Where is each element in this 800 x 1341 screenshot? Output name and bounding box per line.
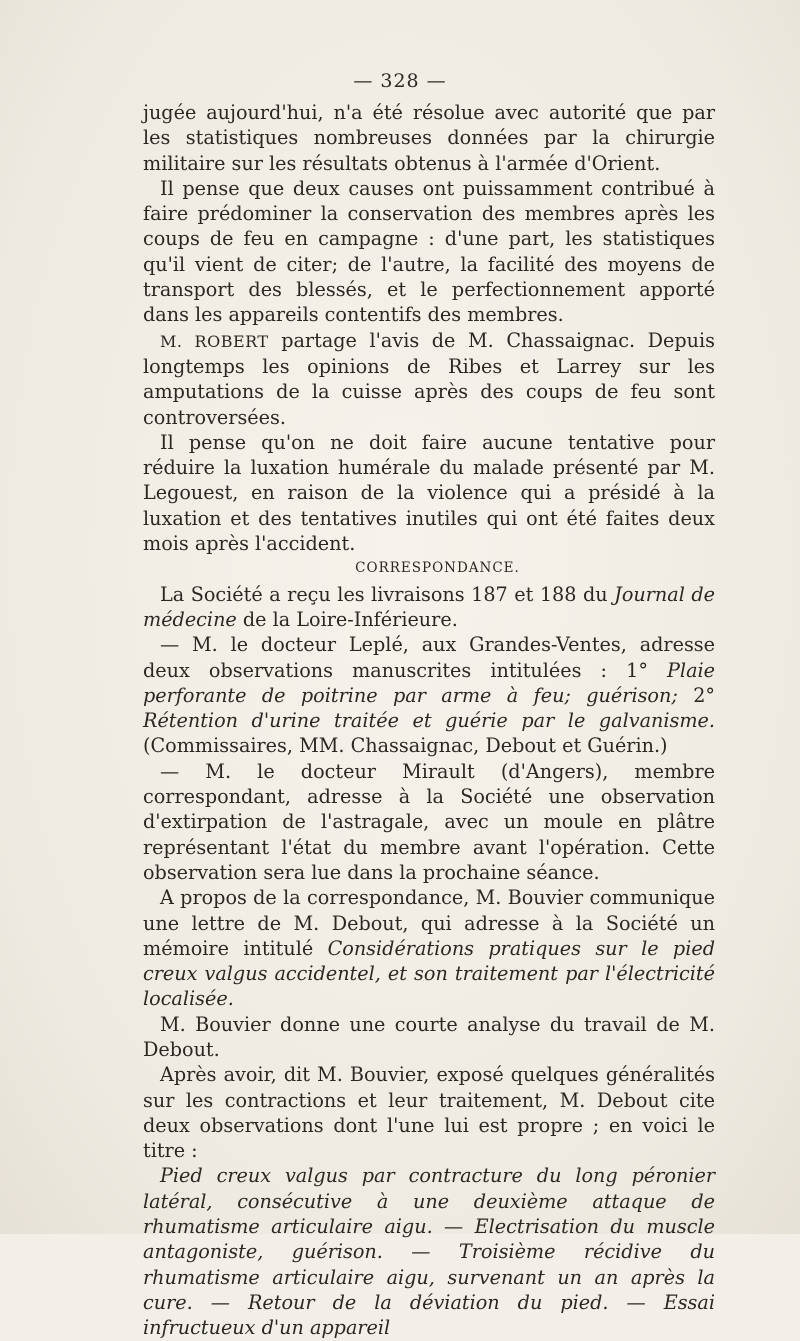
observation-title: Pied creux valgus par contracture du long péronier latéral, consécutive à une deuxième attaque de rhumatisme articulaire aigu. — Electrisation du muscle antagoniste, guérison. — Troisième récidive du rhumatisme articulaire aigu, survenant un an après la cure. — Retour de la déviation du pied. — Essai infructueux d'un appareil — [143, 1164, 715, 1340]
paragraph-luxation: Il pense qu'on ne doit faire aucune tentative pour réduire la luxation humérale du malade présenté par M. Legouest, en raison de la violence qui a présidé à la luxation et des tentatives inutiles qui ont été faites deux mois après l'accident. — [143, 430, 715, 556]
paragraph-two-causes: Il pense que deux causes ont puissamment contribué à faire prédominer la conservation des membres après les coups de feu en campagne : d'une part, les statistiques qu'il vient de citer; de l'autre, la facilité des moyens de transport des blessés, et le perfectionnement apporté dans les appareils contentifs des membres. — [143, 176, 715, 327]
paragraph-observation-title — [143, 1163, 715, 1340]
paragraph-leple — [143, 632, 715, 758]
paragraph-bouvier-letter — [143, 885, 715, 1011]
text-span: 2° — [677, 683, 715, 707]
paragraph-mirault: — M. le docteur Mirault (d'Angers), membre correspondant, adresse à la Société une observation d'extirpation de l'astragale, avec un moule en plâtre représentant l'état du membre avant l'opération. Cette observation sera lue dans la prochaine séance. — [143, 759, 715, 884]
observation-title: Rétention d'urine traitée et guérie par le galvanisme. — [143, 709, 715, 733]
observation-title: Plaie perforante de poitrine par arme à feu; guérison; — [143, 658, 715, 707]
text-span: A propos de la correspondance, M. Bouvier communique une lettre de M. Debout, qui adresse à la Société un mémoire intitulé — [143, 886, 715, 960]
text-span: — M. le docteur Leplé, aux Grandes-Ventes, adresse deux observations manuscrites intitulées : 1° — [143, 633, 715, 682]
paragraph-debout-observations: Après avoir, dit M. Bouvier, exposé quelques généralités sur les contractions et leur traitement, M. Debout cite deux observations dont l'une lui est propre ; en voici le titre : — [143, 1063, 715, 1163]
memoir-title: Considérations pratiques sur le pied creux valgus accidentel, et son traitement par l'électricité localisée. — [143, 936, 715, 1011]
section-heading: CORRESPONDANCE. — [355, 560, 520, 577]
journal-title: Journal de médecine — [143, 582, 715, 631]
body-text — [143, 100, 715, 1341]
paragraph-livraisons — [143, 582, 715, 633]
paragraph-bouvier-analysis: M. Bouvier donne une courte analyse du travail de M. Debout. — [143, 1012, 715, 1061]
text-span: La Société a reçu les livraisons 187 et 188 du — [160, 582, 615, 606]
page-number: — 328 — — [353, 70, 447, 92]
text-span: de la Loire-Inférieure. — [236, 607, 458, 631]
speaker-name: M. ROBERT — [160, 331, 269, 351]
paragraph-continuation: jugée aujourd'hui, n'a été résolue avec autorité que par les statistiques nombreuses données par la chirurgie militaire sur les résultats obtenus à l'armée d'Orient. — [143, 101, 715, 175]
text-span: (Commissaires, MM. Chassaignac, Debout et Guérin.) — [143, 734, 668, 758]
paragraph-robert-text: partage l'avis de M. Chassaignac. Depuis longtemps les opinions de Ribes et Larrey sur les amputations de la cuisse après des coups de feu sont controversées. — [143, 328, 716, 429]
paragraph-robert — [143, 328, 715, 430]
